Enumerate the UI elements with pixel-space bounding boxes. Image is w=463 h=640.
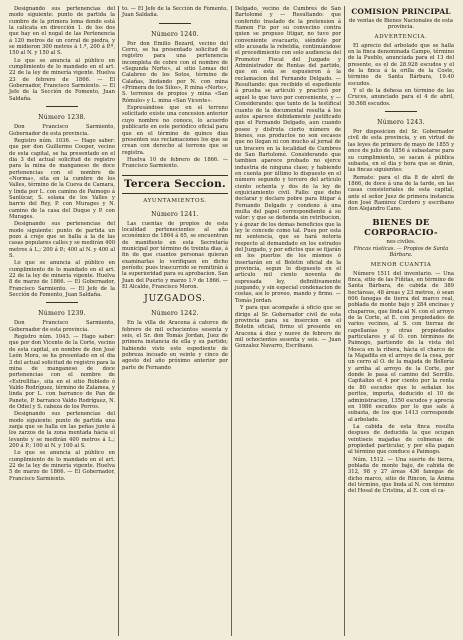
article-paragraph: Por don Emilio Bezard, vecino del Cerro, se ha presentado solicitud de registro para una pertenencia incompleta de cobre con el nombre de «Segunda Norte», al sitio Lomas del Calabreo de los Sotos, término de Calañas, lindando por N. con mina «Primera de los Silos», P. mina «Norte», S. terrenos de propios y mina «San Rómulo» y L. mina «San Vicente».: [122, 40, 228, 104]
commission-heading: COMISION PRINCIPAL: [351, 7, 451, 16]
article-paragraph: nes civiles.: [386, 238, 416, 245]
notice-number-heading: Número 1243.: [377, 119, 425, 127]
article-paragraph: El aprecio del arbolado que se halla en la finca denominada Campo, término de la Pueblo, anunciada para el 13 del presente, es el de 28.928 escudos y el de la finca á la orilla de la Coste, término de Santa Bárbara, 19.40 escudos.: [348, 42, 454, 87]
column-4: [345, 6, 457, 636]
divider-rule: [385, 111, 417, 112]
divider-rule: [46, 302, 78, 303]
notice-number-heading: Número 1242.: [151, 310, 199, 318]
article-paragraph: Registro núm. 1043. — Hago saber: que por don Vicente de la Corte, vecino de esta capital, en nombre de don José León Mora, se ha presentado en el dia 3 del actual solicitud de registro para la mina de manganeso de doce pertenencias con el nombre de «Estrellita», sita en el sitio Robledo ó Valdo Rodríguez, término de Zalamea, y linda por L. con barranco de Pan de Panete, P. barranco Valdo Rodríguez, N. de Odiel y S. cabeza de los Perros.: [9, 334, 115, 410]
divider-rule: [159, 23, 191, 24]
article-paragraph: Delgado, vecino de Cumbres de San Bartolomé y — Resultando: que conferido traslado de la pretension á Ramon Fiz por su convecino contra quien se propuso litigar, no tuvo por conveniente evacuarlo, siéndole por ello acusada la rebeldía, continuándose el procedimiento con solo audiencia del Promotor Fiscal del Juzgado y Administrador de Rentas del partido, que en esta se espusieron á la reclamacion del Fernando Delgado. — Resultando: que recibido el espediente á prueba se articuló y practicó por aquel lo que tuvo por conveniente, y — Considerando: que tanto de la testifical cuanto de la documental resulta á los autos aparece debidamente justificado que el Fernando Delgado, aun cuando posee y disfruta cierto número de bienes, sus productos no son escasos que no llegan ni con mucho al jornal de un bracero en la localidad de Cumbres de San Bartolomé. Considerando que tambien aparece probado no ejerce industria de ninguna clase; y habiendo en cuenta por último lo dispuesto en el número segundo y tercero del artículo ciento ochenta y dos de la ley de enjuiciamiento civil. Fallo: que debo declarar y declaro pobre para litigar á Fernando Delgado y condeno á una multa del papel correspondiente á su valor: y que se defienda sin retribucion, y á gozar de los demas beneficios que la ley le concede como tal. Pues por esta mi sentencia, que se hará notoria respecto al demandado en los estrados del Juzgado, y por edictos que se fijarán en los puertos de los mismos ó insertarán en el Boletin oficial de la provincia, segun lo dispuesto en el artículo mil ciento noventa de espresada ley, definitivamente juzgando, y sin especial condenacion de costas, así lo proveo, mando y firmo. — Tomás Jordan.: [235, 6, 341, 304]
article-paragraph: Huelva 10 de febrero de 1866. — Francisco Sarmiento.: [122, 156, 228, 170]
article-paragraph: Don Francisco Sarmiento, Gobernador de esta provincia.: [9, 320, 115, 333]
article-paragraph: Las cuentas de propios de esta localidad pertenecientes al año económico de 1864 á 65, se encuentran de manifiesto en esta Secretaría municipal por término de treinta dias, á fin de que cuantos personas quieran examinarlas lo verifiquen en dicho período; pues trascurrido se remitirán á la superioridad para su aprobacion. San Juan del Puerto y marzo 1.º de 1866. — El Alcalde, Francisco Moron.: [122, 220, 228, 290]
article-paragraph: Espresándose que en el terreno solicitado existe una concesion anterior cuyo nombre no conoce, lo acuerdo publicarlo en este periódico oficial para que en el término de quince dias presenten sus reclamaciones los que se crean con derecho al terreno que se registra.: [122, 105, 228, 156]
subsection-heading: ADVERTENCIA.: [374, 33, 428, 40]
category-heading: BIENES DE CORPORACIO-: [364, 217, 438, 238]
article-paragraph: Y para que acompañe á oficio que se dirige al Sr. Gobernador civil de esta provincia para su insercion en el Boletin oficial, firmo el presente en Aracena á diez y nueve de febrero de mil ochocientos sesenta y seis. — Juan Gonzalez Navarro, Escribano.: [235, 305, 341, 350]
article-paragraph: Lo que se anuncia al público en cumplimiento de lo mandado en el art. 22 de la ley de minería vigente. Huelva 5 de marzo de 1866. — El Gobernador, Francisco Sarmiento.: [9, 450, 115, 482]
subsection-heading: MENOR CUANTIA: [370, 261, 432, 268]
article-paragraph: En la villa de Aracena á catorce de febrero de mil ochocientos sesenta y seis, el Sr. don Tomás Jordan, Juez de primera instancia de ella y su partido; habiendo visto este espediente de pobreza incoado en veinte y cinco de agosto del año próximo anterior por parte de Fernando: [122, 320, 228, 371]
article-paragraph: Designando sus pertenencias del modo siguiente: punto de partida un pozo á crejo que se halla á la de las casas populares calles y se medirán 400 metros á L.; 200 á P.; 400 al N. y 400 al S.: [9, 221, 115, 260]
courts-heading: JUZGADOS.: [144, 294, 206, 305]
article-paragraph: Designando sus pertenencias del modo siguiente: punto de partida la cumbre de la primera loma donde está la calicata en dirección 1. de los dos que hay en el nogal de las Pertenencia á 120 metros de un corral de piedra, y se midieron 300 metros á 1.ª, 200 á P.ª, 150 al N. y 150 al S.: [9, 6, 115, 57]
article-paragraph: Núm. 1512. — Una suerte de tierra, poblada de monte bajo, de cabida de 312, 98 y 27 áreas 436 fanegas de dicho marco, sitio de Rincon, la Ánima del término, que linda al N. con término del Hosal de Cristina, al E. con el ca-: [348, 456, 454, 495]
article-paragraph: La cabida de esta finca resulta despues de deducida la que ocupan veintiseis majadas de colmenas de propiedad particular, y por ella pagan al término que conduce á Paimogo.: [348, 423, 454, 456]
article-paragraph: Don Francisco Sarmiento, Gobernador de esta provincia.: [9, 124, 115, 137]
notice-number-heading: Número 1239.: [38, 310, 86, 318]
article-paragraph: Lo que se anuncia al público en cumplimiento de lo mandado en el art. 22 de la ley de minería vigente. Huelva 8 de marzo de 1866. — El Gobernador, Francisco Sarmiento. — El Jefe de la Sección de Fomento, Juan Saldaña.: [9, 260, 115, 299]
notice-number-heading: Número 1238.: [38, 114, 86, 122]
article-paragraph: Y el de la dehesa en término de las Cruces, anunciado para el 4 de abril, 30.568 escudos.: [348, 88, 454, 107]
divider-rule: [46, 106, 78, 107]
article-paragraph: Lo que se anuncia al público en cumplimiento de lo mandado en el art. 22 de la ley de minería vigente. Huelva 23 de febrero de 1866. — El Gobernador, Francisco Sarmiento. — El Jefe de la Sección de Fomento, Juan Saldaña.: [9, 57, 115, 102]
notice-number-heading: Número 1240.: [151, 30, 199, 38]
column-3: [232, 6, 345, 636]
notice-number-heading: Número 1241.: [151, 210, 199, 218]
column-2: [119, 6, 232, 636]
article-paragraph: Número 1511 del inventario. — Una finca, sitio de las Fiñitas, en término de Santa Bárbara, de cabida de 389 hectáreas, 48 áreas y 23 metros, ó sean 606 fanegas de tierra del marco real, poblada de monte bajo y 284 encinas y chaparros, que linda al N. con el arroyo de la Corte, al E. con propiedades de varios vecinos, al S. con tierras de capellanías y otras propiedades particulares y al O. con términos de Paimogo, partiendo de la vista del Mosca en la ribera, hácia el charco de la Majadita en el arroyo de la cosa, por un cerro al O. de la majada de Bollería y arriba al arroyo de la Corte, por donde le pasa el camino del Serrillo. Capitalizo el 4 por ciento por la renta de 80 escudos que le señalan los peritos, importa, deducido el 10 de administracion, 1350 escudos y aprecia en 1986 escudos por lo que sale á subasta, de los que 1413 corresponde al arbolado.: [348, 270, 454, 423]
article-paragraph: Registro núm. 1036. — Hago saber: que por don Guillermo Cooper, vecino de esta capital, se ha presentado en el dia 3 del actual solicitud de registro para la mina de manganeso de doce pertenencias con el nombre de «Norma», sita en la cumbre de los Valles, término de la Cueva de Camara, y linda por L. con camino de Paimogo á Sanlúcar, S. solana de los Valles y barrio del Rey, P. con Murages y N. camino de la casa del Duque y P. con Murages.: [9, 137, 115, 220]
article-paragraph: de ventas de Bienes Nacionales de esta provincia.: [349, 18, 453, 31]
article-paragraph: to. — El Jefe de la Sección de Fomento, Juan Saldaña.: [122, 6, 228, 19]
article-paragraph: Por disposicion del Sr. Gobernador civil de esta provincia, y en virtud de las leyes de primero de mayo de 1855 y once de julio de 1856 á subastarse para su cumplimiento, se sacan á pública subasta, en el dia y hora que se dirán, las fincas siguientes:: [348, 129, 454, 174]
article-paragraph: Fincas rústicas. — Propios de Santa Bárbara.: [353, 245, 449, 259]
section-heading: Tercera Seccion.: [122, 175, 228, 194]
column-1: [6, 6, 119, 636]
subsection-heading: AYUNTAMIENTOS.: [143, 197, 207, 204]
article-paragraph: Designando sus pertenencias del modo siguiente: punto de partida una zanja que se halla en las peñas junto á los zarzos de la zona mentada hácia el levante y se medirán 400 metros á L.; 200 á P.; 100 al N. y 100 al S.: [9, 411, 115, 449]
article-paragraph: Remate: para el dia 8 de abril de 1866, de doce á una de la tarde, en las casas consistoriales de esta capital, ante el señor Juez de primera instancia don José Ramirez Cordero y escribano don Alejandro Cano.: [348, 174, 454, 213]
